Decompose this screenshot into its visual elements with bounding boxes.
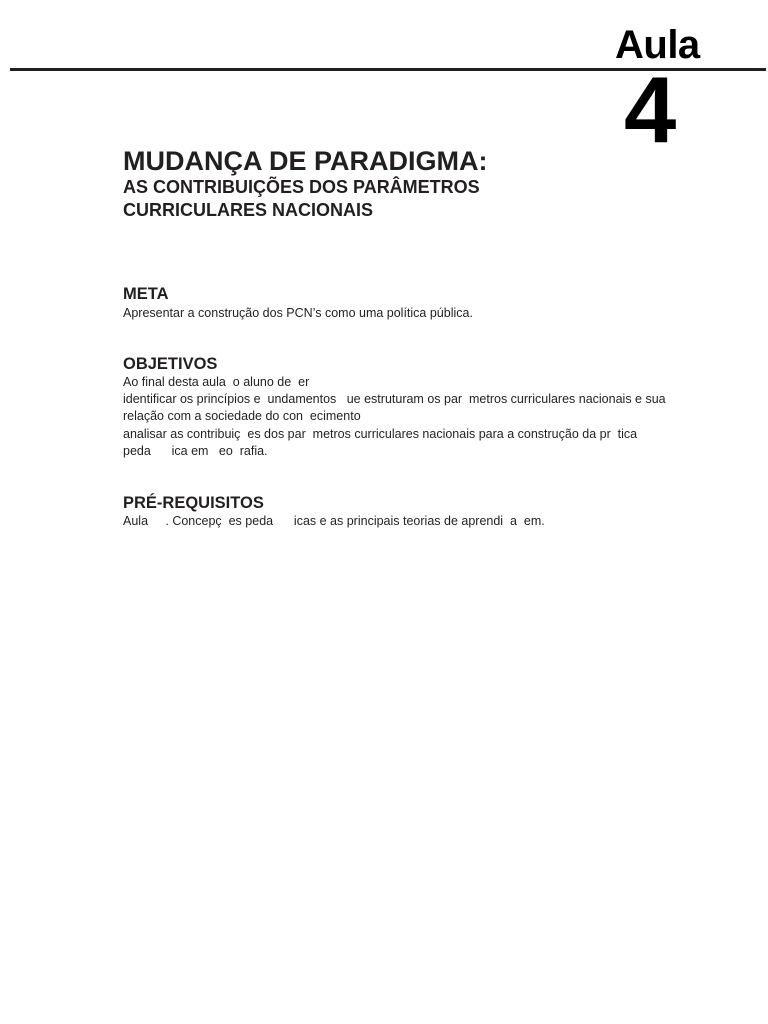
objetivos-line-4: analisar as contribuiç es dos par metros curriculares nacionais para a construção da pr tica	[123, 427, 638, 441]
prerequisitos-text: Aula . Concepç es peda icas e as principais teorias de aprendi a em.	[123, 514, 545, 528]
objetivos-line-3: relação com a sociedade do con ecimento	[123, 409, 361, 423]
objetivos-line-5: peda ica em eo rafia.	[123, 444, 268, 458]
meta-heading: META	[123, 285, 169, 303]
subtitle-line-2: CURRICULARES NACIONAIS	[123, 200, 374, 220]
objetivos-line-1: Ao final desta aula o aluno de er	[123, 375, 310, 389]
objetivos-line-2: identificar os princípios e undamentos ue estruturam os par metros curriculares nacionais e sua	[123, 392, 666, 406]
prerequisitos-heading: PRÉ-REQUISITOS	[123, 494, 264, 512]
objetivos-heading: OBJETIVOS	[123, 355, 218, 373]
page-title: MUDANÇA DE PARADIGMA:	[123, 146, 488, 176]
lesson-number: 4	[624, 57, 677, 162]
meta-text: Apresentar a construção dos PCN’s como uma política pública.	[123, 306, 473, 320]
subtitle-line-1: AS CONTRIBUIÇÕES DOS PARÂMETROS	[123, 177, 480, 197]
lesson-label: Aula	[615, 23, 700, 67]
